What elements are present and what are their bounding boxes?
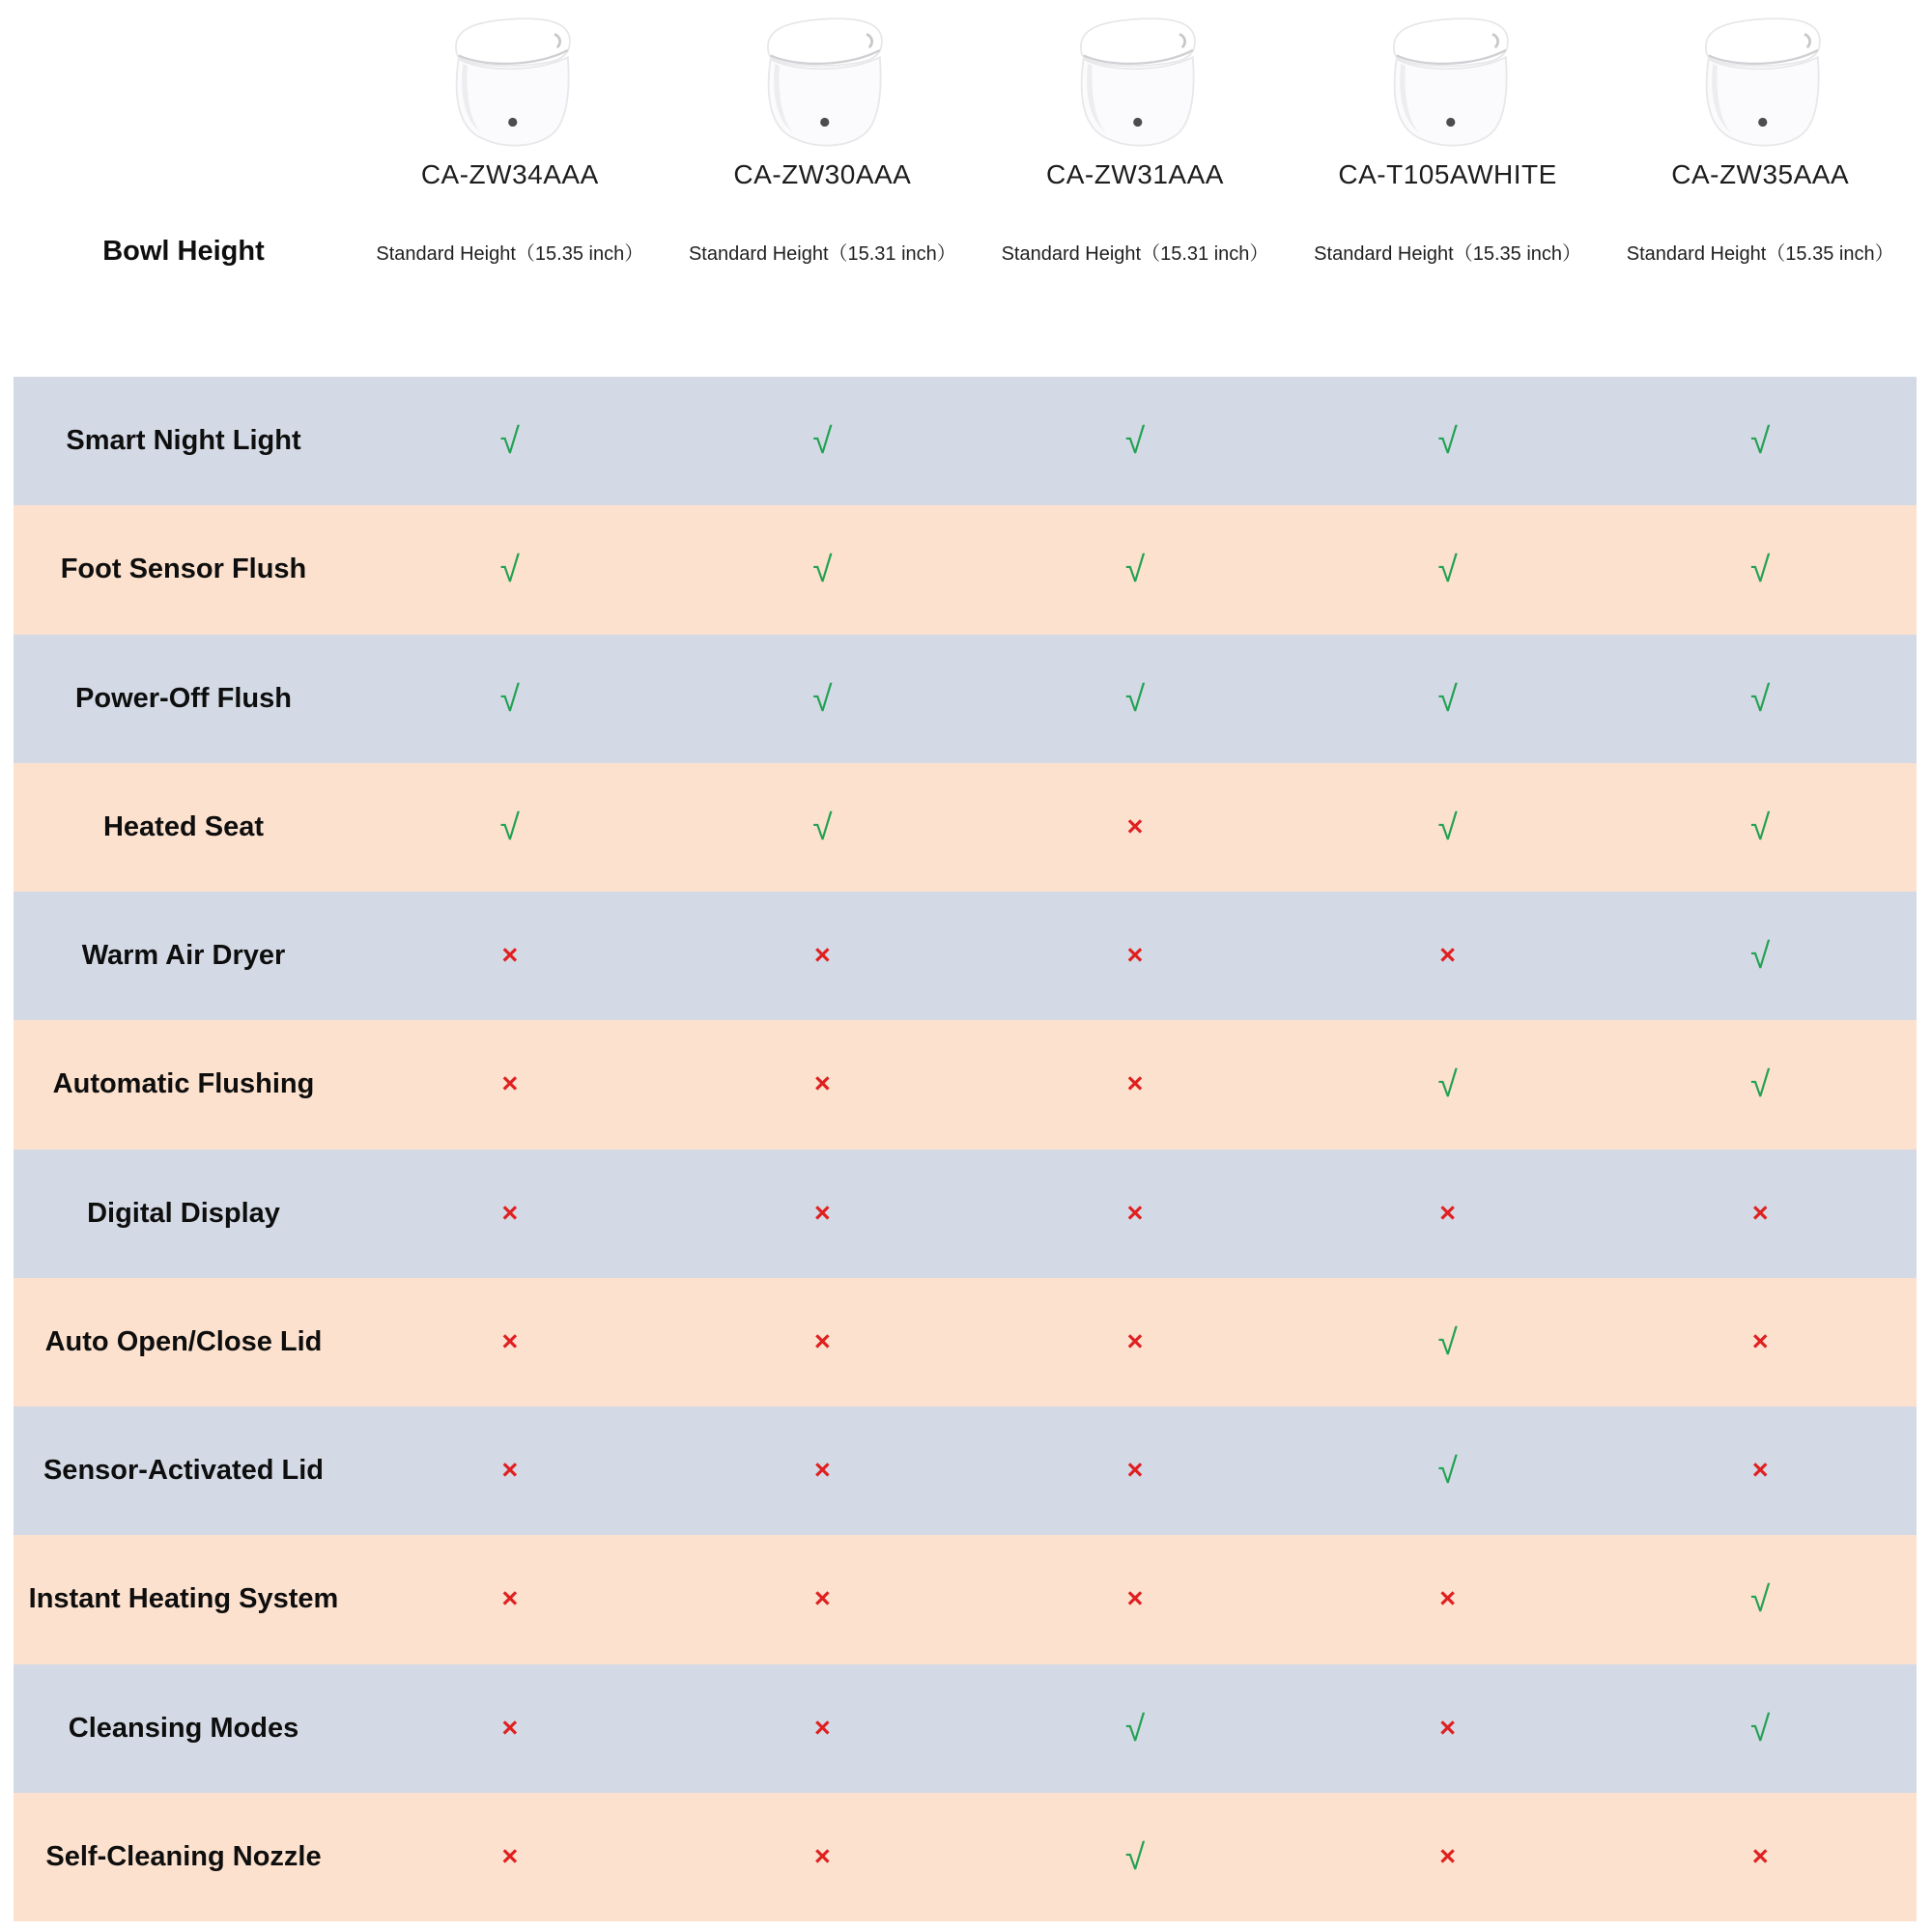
cross-mark-icon: × — [1439, 1712, 1457, 1744]
cross-mark-icon: × — [1439, 1197, 1457, 1229]
feature-mark-cell — [1604, 892, 1917, 1020]
check-mark-icon: √ — [1750, 421, 1771, 462]
check-mark-icon: √ — [1124, 550, 1146, 590]
feature-row — [14, 377, 1917, 505]
feature-label-cell — [14, 892, 354, 1020]
product-model: CA-ZW30AAA — [733, 159, 912, 189]
feature-mark-cell — [1292, 1278, 1605, 1406]
check-mark-icon: √ — [1437, 550, 1458, 590]
toilet-product-icon — [1671, 4, 1849, 151]
feature-row — [14, 763, 1917, 892]
cross-mark-icon: × — [813, 1840, 831, 1872]
toilet-product-icon — [421, 4, 599, 151]
toilet-product-icon — [1359, 4, 1537, 151]
cross-mark-icon: × — [1439, 1840, 1457, 1872]
feature-label-cell — [14, 1664, 354, 1793]
feature-mark-cell — [1292, 763, 1605, 892]
feature-mark-cell — [1604, 377, 1917, 505]
product-model: CA-ZW31AAA — [1046, 159, 1224, 189]
bowl-height-label: Bowl Height — [102, 235, 265, 267]
feature-mark-cell — [1604, 635, 1917, 763]
bowl-height-value: Standard Height（15.35 inch） — [376, 242, 644, 265]
feature-mark-cell — [979, 1020, 1292, 1149]
feature-mark-cell — [979, 505, 1292, 634]
feature-row — [14, 892, 1917, 1020]
feature-mark-cell — [979, 1793, 1292, 1921]
check-mark-icon: √ — [1437, 1065, 1458, 1105]
feature-mark-cell — [1292, 635, 1605, 763]
feature-mark-cell — [1604, 1664, 1917, 1793]
feature-mark-cell — [354, 1278, 667, 1406]
check-mark-icon: √ — [1750, 1579, 1771, 1620]
feature-mark-cell — [354, 1406, 667, 1535]
cross-mark-icon: × — [813, 1712, 831, 1744]
feature-label-cell — [14, 1793, 354, 1921]
cross-mark-icon: × — [1751, 1840, 1769, 1872]
check-mark-icon: √ — [1124, 1836, 1146, 1877]
cross-mark-icon: × — [1439, 940, 1457, 972]
feature-label-cell — [14, 1278, 354, 1406]
feature-mark-cell — [979, 1150, 1292, 1278]
cross-mark-icon: × — [1751, 1325, 1769, 1357]
cross-mark-icon: × — [501, 1068, 519, 1100]
bowl-height-row-header — [14, 197, 354, 290]
feature-row — [14, 1664, 1917, 1793]
feature-label-cell — [14, 505, 354, 634]
feature-mark-cell — [354, 1664, 667, 1793]
feature-mark-cell — [354, 505, 667, 634]
feature-label-cell — [14, 635, 354, 763]
header-spacer — [14, 153, 354, 197]
check-mark-icon: √ — [812, 678, 833, 719]
product-model: CA-ZW35AAA — [1671, 159, 1850, 189]
feature-mark-cell — [354, 892, 667, 1020]
feature-label: Self-Cleaning Nozzle — [45, 1840, 322, 1872]
feature-mark-cell — [1292, 1150, 1605, 1278]
check-mark-icon: √ — [1750, 936, 1771, 977]
check-mark-icon: √ — [1437, 807, 1458, 847]
check-mark-icon: √ — [1750, 807, 1771, 847]
feature-mark-cell — [667, 1150, 980, 1278]
feature-label-cell — [14, 377, 354, 505]
feature-label: Heated Seat — [102, 810, 264, 842]
check-mark-icon: √ — [812, 421, 833, 462]
cross-mark-icon: × — [813, 1583, 831, 1615]
cross-mark-icon: × — [1126, 1583, 1144, 1615]
cross-mark-icon: × — [1126, 810, 1144, 842]
feature-label-cell — [14, 763, 354, 892]
cross-mark-icon: × — [501, 1455, 519, 1487]
cross-mark-icon: × — [813, 1197, 831, 1229]
check-mark-icon: √ — [812, 807, 833, 847]
feature-mark-cell — [1604, 505, 1917, 634]
bowl-height-value: Standard Height（15.35 inch） — [1314, 242, 1582, 265]
feature-mark-cell — [354, 1020, 667, 1149]
cross-mark-icon: × — [501, 1325, 519, 1357]
feature-mark-cell — [1604, 1278, 1917, 1406]
feature-label: Smart Night Light — [66, 425, 301, 457]
feature-mark-cell — [1292, 1793, 1605, 1921]
cross-mark-icon: × — [813, 1068, 831, 1100]
feature-mark-cell — [1604, 763, 1917, 892]
feature-mark-cell — [1292, 1406, 1605, 1535]
feature-mark-cell — [1292, 1664, 1605, 1793]
check-mark-icon: √ — [499, 807, 520, 847]
check-mark-icon: √ — [1750, 1708, 1771, 1748]
feature-label: Sensor-Activated Lid — [43, 1455, 325, 1487]
feature-mark-cell — [1604, 1406, 1917, 1535]
feature-mark-cell — [979, 763, 1292, 892]
check-mark-icon: √ — [812, 550, 833, 590]
feature-mark-cell — [667, 1664, 980, 1793]
feature-mark-cell — [667, 1793, 980, 1921]
check-mark-icon: √ — [1750, 678, 1771, 719]
feature-mark-cell — [354, 1793, 667, 1921]
feature-label-cell — [14, 1406, 354, 1535]
feature-table — [14, 377, 1917, 1921]
product-image — [667, 0, 980, 153]
check-mark-icon: √ — [1437, 678, 1458, 719]
cross-mark-icon: × — [501, 1197, 519, 1229]
feature-mark-cell — [979, 1278, 1292, 1406]
check-mark-icon: √ — [1437, 1451, 1458, 1492]
feature-mark-cell — [354, 635, 667, 763]
check-mark-icon: √ — [1124, 1708, 1146, 1748]
bowl-height-value: Standard Height（15.31 inch） — [1001, 242, 1269, 265]
feature-mark-cell — [667, 1406, 980, 1535]
feature-mark-cell — [667, 1278, 980, 1406]
feature-row — [14, 1150, 1917, 1278]
product-model: CA-T105AWHITE — [1338, 159, 1557, 189]
feature-mark-cell — [667, 377, 980, 505]
feature-mark-cell — [1604, 1020, 1917, 1149]
check-mark-icon: √ — [499, 421, 520, 462]
feature-label: Automatic Flushing — [52, 1068, 315, 1100]
feature-mark-cell — [979, 1664, 1292, 1793]
product-image — [1292, 0, 1605, 153]
feature-mark-cell — [354, 1150, 667, 1278]
product-image — [979, 0, 1292, 153]
feature-row — [14, 1793, 1917, 1921]
feature-row — [14, 1535, 1917, 1663]
feature-label: Cleansing Modes — [68, 1712, 299, 1744]
feature-mark-cell — [1292, 892, 1605, 1020]
cross-mark-icon: × — [1439, 1583, 1457, 1615]
feature-label-cell — [14, 1020, 354, 1149]
cross-mark-icon: × — [1126, 1068, 1144, 1100]
feature-mark-cell — [1292, 1020, 1605, 1149]
cross-mark-icon: × — [501, 1712, 519, 1744]
feature-mark-cell — [1292, 377, 1605, 505]
feature-mark-cell — [979, 1535, 1292, 1663]
feature-row — [14, 505, 1917, 634]
check-mark-icon: √ — [499, 678, 520, 719]
feature-mark-cell — [667, 763, 980, 892]
feature-mark-cell — [979, 377, 1292, 505]
cross-mark-icon: × — [501, 1583, 519, 1615]
cross-mark-icon: × — [1126, 940, 1144, 972]
cross-mark-icon: × — [1126, 1455, 1144, 1487]
toilet-product-icon — [1046, 4, 1224, 151]
feature-label-cell — [14, 1535, 354, 1663]
feature-mark-cell — [354, 377, 667, 505]
feature-label: Digital Display — [87, 1197, 280, 1229]
feature-row — [14, 1406, 1917, 1535]
toilet-product-icon — [733, 4, 911, 151]
feature-mark-cell — [1604, 1535, 1917, 1663]
feature-label-cell — [14, 1150, 354, 1278]
cross-mark-icon: × — [813, 940, 831, 972]
product-image — [1604, 0, 1917, 153]
feature-mark-cell — [354, 1535, 667, 1663]
comparison-header — [14, 0, 1917, 290]
cross-mark-icon: × — [1751, 1197, 1769, 1229]
feature-mark-cell — [667, 635, 980, 763]
feature-mark-cell — [1292, 505, 1605, 634]
check-mark-icon: √ — [1124, 678, 1146, 719]
feature-mark-cell — [1292, 1535, 1605, 1663]
product-model: CA-ZW34AAA — [420, 159, 599, 189]
cross-mark-icon: × — [813, 1325, 831, 1357]
feature-mark-cell — [667, 505, 980, 634]
feature-mark-cell — [667, 892, 980, 1020]
feature-row — [14, 1020, 1917, 1149]
header-spacer — [14, 0, 354, 153]
feature-label: Foot Sensor Flush — [60, 554, 307, 585]
cross-mark-icon: × — [501, 940, 519, 972]
feature-mark-cell — [667, 1535, 980, 1663]
feature-row — [14, 1278, 1917, 1406]
cross-mark-icon: × — [1751, 1455, 1769, 1487]
check-mark-icon: √ — [1124, 421, 1146, 462]
feature-row — [14, 635, 1917, 763]
cross-mark-icon: × — [501, 1840, 519, 1872]
feature-mark-cell — [979, 635, 1292, 763]
feature-mark-cell — [354, 763, 667, 892]
bowl-height-value: Standard Height（15.35 inch） — [1626, 242, 1894, 265]
feature-label: Warm Air Dryer — [81, 940, 286, 972]
cross-mark-icon: × — [1126, 1197, 1144, 1229]
cross-mark-icon: × — [1126, 1325, 1144, 1357]
bowl-height-value: Standard Height（15.31 inch） — [688, 242, 956, 265]
check-mark-icon: √ — [1750, 550, 1771, 590]
feature-mark-cell — [1604, 1150, 1917, 1278]
check-mark-icon: √ — [499, 550, 520, 590]
check-mark-icon: √ — [1437, 421, 1458, 462]
feature-mark-cell — [979, 892, 1292, 1020]
feature-label: Power-Off Flush — [75, 682, 292, 714]
feature-label: Instant Heating System — [28, 1583, 339, 1615]
check-mark-icon: √ — [1750, 1065, 1771, 1105]
product-image — [354, 0, 667, 153]
cross-mark-icon: × — [813, 1455, 831, 1487]
check-mark-icon: √ — [1437, 1321, 1458, 1362]
feature-mark-cell — [979, 1406, 1292, 1535]
feature-label: Auto Open/Close Lid — [44, 1325, 323, 1357]
feature-mark-cell — [1604, 1793, 1917, 1921]
feature-mark-cell — [667, 1020, 980, 1149]
